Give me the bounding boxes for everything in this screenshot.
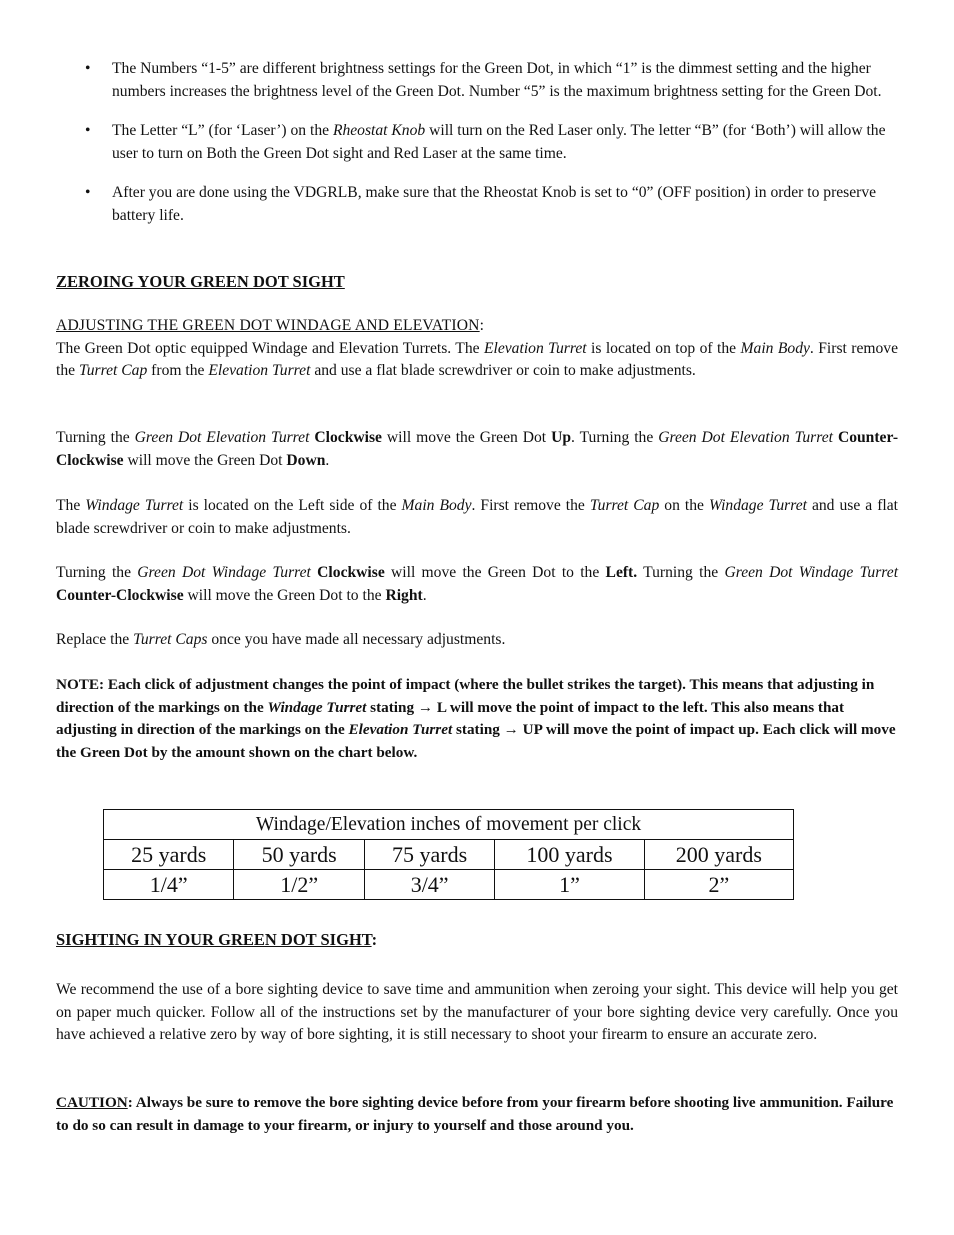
italic-text: Turret Caps <box>133 631 208 648</box>
bold-text: Counter-Clockwise <box>56 429 899 469</box>
text-run: Replace the <box>56 631 134 648</box>
text-run: . Turning the <box>571 429 659 446</box>
bullet-item <box>85 58 897 103</box>
italic-text: Turret Cap <box>78 362 148 379</box>
caution-label: CAUTION <box>56 1094 128 1111</box>
bold-text: Clockwise <box>317 564 385 581</box>
replace-caps-paragraph <box>56 629 898 652</box>
text-run: on the <box>659 497 709 514</box>
movement-cell: 2” <box>644 870 793 900</box>
sighting-heading-block <box>56 929 898 953</box>
table-title: Windage/Elevation inches of movement per click <box>104 810 794 840</box>
italic-text: Main Body <box>401 497 472 514</box>
table-row-distances <box>104 840 794 870</box>
bold-text: Clockwise <box>314 429 382 446</box>
text-run: once you have made all necessary adjustments. <box>207 631 506 648</box>
text-run: The Green Dot optic equipped Windage and Elevation Turrets. The <box>56 339 484 357</box>
windage-direction-paragraph <box>56 562 898 607</box>
bold-text: Right <box>385 586 423 604</box>
italic-text: Green Dot Windage Turret <box>137 564 311 581</box>
italic-text: Green Dot Elevation Turret <box>658 429 833 446</box>
text-run: will move the Green Dot <box>381 429 552 446</box>
italic-text: Green Dot Elevation Turret <box>134 429 310 446</box>
text-run: Turning the <box>56 564 138 581</box>
text-run: The Letter “L” (for ‘Laser’) on the <box>112 122 333 139</box>
table-title-row <box>104 810 794 840</box>
bold-text: Down <box>286 451 326 469</box>
sighting-heading-colon: : <box>371 930 378 949</box>
bullet-dot-icon: • <box>85 184 91 201</box>
text-run: The Numbers “1-5” are different brightness settings for the Green Dot, in which “1” is the dimmest setting and the higher numbers increases the brightness level of the Green Dot. Number “5” is the maximum brightness setting for the Green Dot. <box>112 60 882 100</box>
italic-text: Green Dot Windage Turret <box>724 564 899 581</box>
distance-cell: 25 yards <box>104 840 234 870</box>
distance-cell: 100 yards <box>495 840 644 870</box>
text-run: and use a flat blade screwdriver or coin to make adjustments. <box>310 362 696 379</box>
italic-text: Rheostat Knob <box>332 122 426 139</box>
distance-cell: 50 yards <box>234 840 364 870</box>
note-paragraph <box>56 674 898 764</box>
zeroing-heading: ZEROING YOUR GREEN DOT SIGHT <box>56 272 345 291</box>
adjusting-section <box>56 315 898 383</box>
text-run: stating → UP will move the point of impact up. Each click will move the Green Dot by the amount shown on the chart below. <box>56 721 896 761</box>
text-run: After you are done using the VDGRLB, make sure that the Rheostat Knob is set to “0” (OFF position) in order to preserve battery life. <box>112 184 877 224</box>
movement-cell: 1/4” <box>104 870 234 900</box>
text-run: is located on the Left side of the <box>183 497 402 514</box>
text-run: will move the Green Dot to the <box>384 564 606 581</box>
movement-cell: 3/4” <box>364 870 494 900</box>
text-run: . First remove the <box>471 497 590 514</box>
bold-text: Up <box>551 429 572 446</box>
elevation-direction-paragraph <box>56 427 898 472</box>
bullet-item <box>85 120 897 165</box>
text-run: is located on top of the <box>586 339 741 357</box>
distance-cell: 75 yards <box>364 840 494 870</box>
text-run: Turning the <box>56 429 135 446</box>
zeroing-heading-block <box>56 271 898 295</box>
italic-text: Windage Turret <box>267 698 367 716</box>
adjusting-subheading-line <box>56 315 898 338</box>
italic-text: Elevation Turret <box>348 721 453 739</box>
bullet-dot-icon: • <box>85 60 91 77</box>
text-run: Turning the <box>637 564 725 581</box>
bullet-text <box>112 60 882 100</box>
text-run: will move the Green Dot to the <box>183 586 386 604</box>
bullet-item <box>85 182 897 227</box>
italic-text: Windage Turret <box>85 497 184 514</box>
sighting-heading: SIGHTING IN YOUR GREEN DOT SIGHT <box>56 930 372 949</box>
table-row-movements <box>104 870 794 900</box>
bold-text: Left. <box>605 564 638 581</box>
caution-paragraph <box>56 1092 898 1137</box>
turret-intro-paragraph <box>56 338 898 383</box>
italic-text: Windage Turret <box>708 497 807 514</box>
text-run: . <box>422 586 427 604</box>
sighting-paragraph: We recommend the use of a bore sighting device to save time and ammunition when zeroing your sight. This device will help you get on paper much quicker. Follow all of the instructions set by the manufacturer of your bore sighting device very carefully. Once you have achieved a relative zero by way of bore sighting, it is still necessary to shoot your firearm to ensure an accurate zero. <box>56 981 898 1043</box>
italic-text: Elevation Turret <box>208 362 311 379</box>
italic-text: Turret Cap <box>589 497 660 514</box>
adjusting-subheading-colon: : <box>479 317 484 334</box>
bold-text: Counter-Clockwise <box>56 586 184 604</box>
text-run: will turn on the Red Laser only. The letter “B” (for ‘Both’) will allow the user to turn on Both the Green Dot sight and Red Laser at the same time. <box>112 122 886 162</box>
movement-cell: 1/2” <box>234 870 364 900</box>
text-run: and use a flat blade screwdriver or coin to make adjustments. <box>56 497 898 537</box>
text-run: . First remove the <box>56 339 899 379</box>
text-run: from the <box>147 362 209 379</box>
settings-bullet-list <box>85 58 897 244</box>
bullet-text <box>112 184 876 224</box>
text-run: stating → L will move the point of impact to the left. This also means that adjusting in direction of the markings on the <box>56 698 845 739</box>
text-run: The <box>56 497 86 514</box>
movement-cell: 1” <box>495 870 644 900</box>
caution-text: : Always be sure to remove the bore sighting device before from your firearm before shooting live ammunition. Failure to do so can result in damage to your firearm, or injury to yourself and those around you. <box>56 1094 894 1134</box>
windage-intro-paragraph <box>56 495 898 540</box>
distance-cell: 200 yards <box>644 840 793 870</box>
clicks-table <box>103 809 794 900</box>
bullet-dot-icon: • <box>85 122 91 139</box>
italic-text: Elevation Turret <box>483 339 587 357</box>
text-run: . <box>325 451 330 469</box>
bullet-text <box>112 122 886 162</box>
text-run: NOTE: Each click of adjustment changes the point of impact (where the bullet strikes the target). This means that adjusting in direction of the markings on the <box>56 676 875 716</box>
adjusting-subheading: ADJUSTING THE GREEN DOT WINDAGE AND ELEVATION <box>56 317 480 334</box>
italic-text: Main Body <box>740 339 810 357</box>
text-run: will move the Green Dot <box>123 451 287 469</box>
